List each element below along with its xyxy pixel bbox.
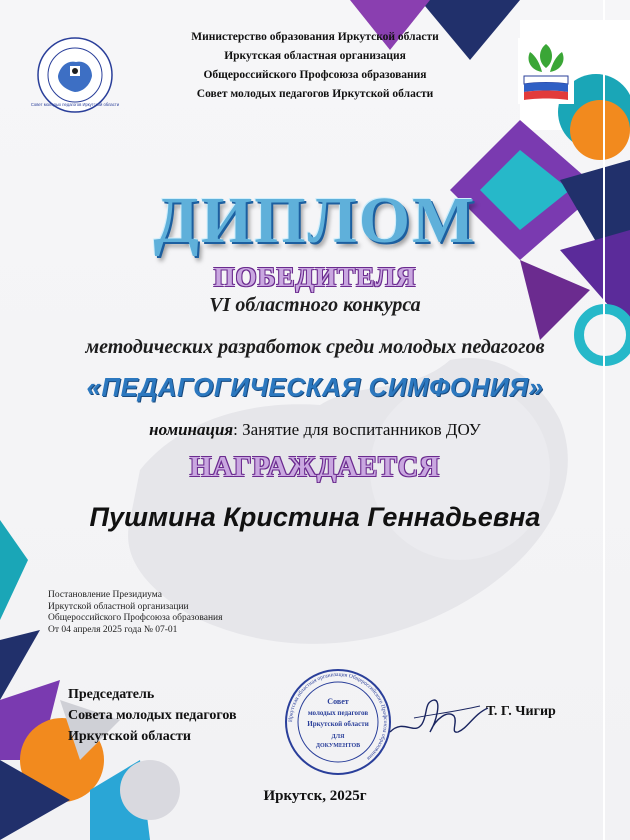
place-and-year: Иркутск, 2025г — [263, 788, 367, 804]
nomination-value: Занятие для воспитанников ДОУ — [237, 420, 481, 439]
handwritten-signature-icon — [384, 688, 494, 744]
signatory-line: Совета молодых педагогов — [68, 708, 237, 723]
deco-tri-teal-left — [0, 520, 28, 620]
stamp-line: Иркутской области — [307, 720, 369, 728]
nomination-line — [0, 420, 630, 440]
header-line: Министерство образования Иркутской области — [191, 31, 439, 43]
contest-line-1: VI областного конкурса — [209, 294, 421, 316]
stamp-line: молодых педагогов — [307, 709, 369, 717]
decree-line: Общероссийского Профсоюза образования — [48, 613, 223, 623]
stamp-line: Совет — [327, 697, 349, 706]
signatory-line: Председатель — [68, 687, 155, 702]
recipient-name: Пушмина Кристина Геннадьевна — [89, 502, 541, 532]
diploma-subtitle: ПОБЕДИТЕЛЯ — [213, 262, 417, 292]
deco-circle-orange-top — [570, 100, 630, 160]
contest-name: «ПЕДАГОГИЧЕСКАЯ СИМФОНИЯ» — [86, 372, 544, 402]
stamp-line: ДЛЯ — [331, 734, 345, 740]
issuer-header — [0, 28, 630, 104]
contest-line-2: методических разработок среди молодых педагогов — [85, 336, 545, 358]
signatory-title — [68, 684, 237, 747]
signatory-line: Иркутской области — [68, 729, 191, 744]
awarded-heading: НАГРАЖДАЕТСЯ — [189, 452, 441, 483]
official-stamp-icon — [284, 668, 392, 776]
header-line: Общероссийского Профсоюза образования — [203, 69, 427, 81]
diploma-title: ДИПЛОМ — [153, 184, 477, 257]
header-line: Совет молодых педагогов Иркутской области — [196, 88, 434, 100]
header-line: Иркутская областная организация — [224, 50, 406, 62]
stamp-ring-text: Иркутская областная организация Общероссийского Профсоюза образования — [287, 671, 389, 762]
emblem-ring-text: Совет молодых педагогов Иркутской области — [30, 102, 120, 107]
signer-name: Т. Г. Чигир — [486, 704, 556, 719]
decree-line: Постановление Президиума — [48, 590, 162, 600]
nomination-label: номинация — [149, 420, 234, 439]
decree-line: От 04 апреля 2025 года № 07-01 — [48, 624, 178, 635]
nomination-separator: : — [233, 420, 238, 439]
decree-line: Иркутской областной организации — [48, 601, 189, 612]
stamp-line: ДОКУМЕНТОВ — [315, 743, 361, 749]
decree-reference — [48, 590, 222, 636]
